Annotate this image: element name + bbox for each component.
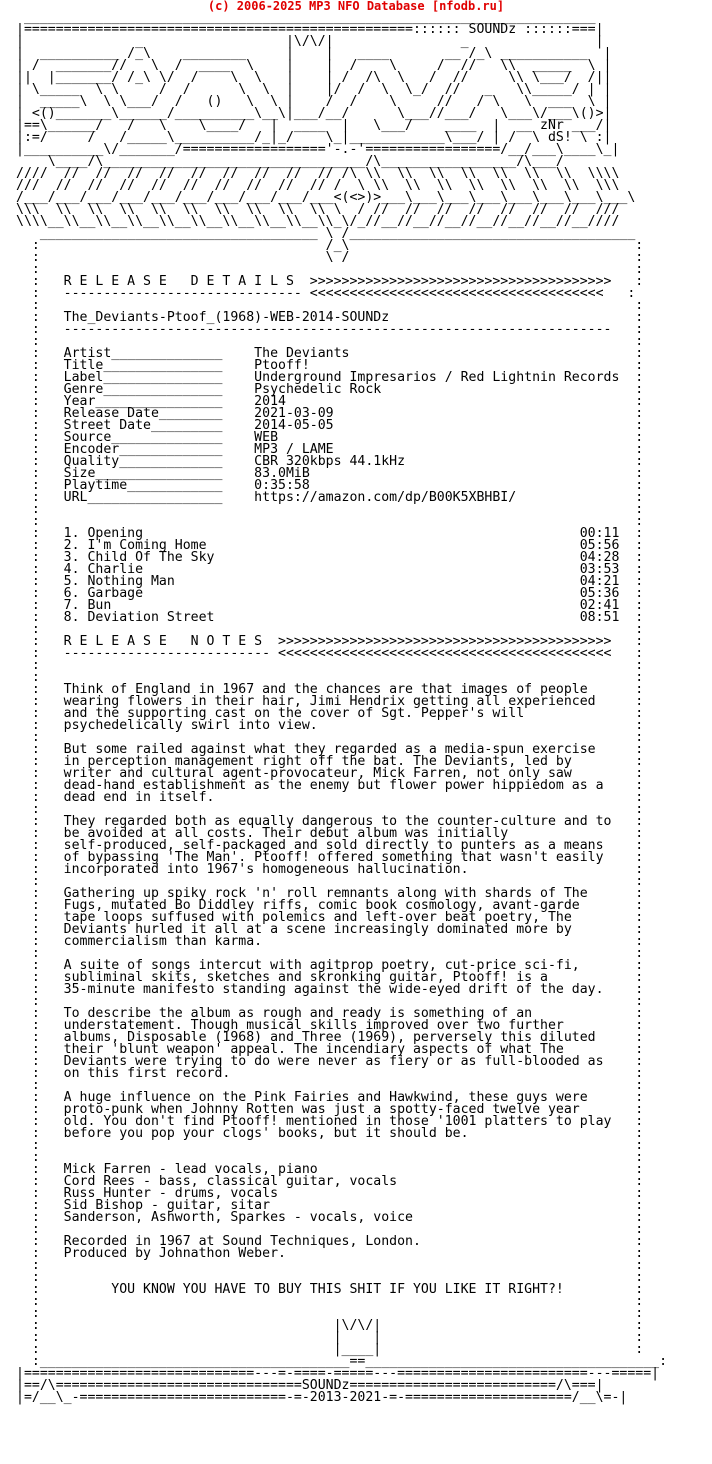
site-header: (c) 2006-2025 MP3 NFO Database [nfodb.ru] [207, 0, 505, 13]
nfo-document: ________________________________________________________________________ |=================================================:::::: SOUNDz ::::::===| | _ |\/\/| _ | | __________ /_\ ________ | | ____ __ /_\ ___________ | | / _______// \ / ____ \ | | / \ / // \\ _____ \ | || |_______/ /_\ \/ / \ \ | | / /\ \ / // \\ \___/ /|| | \_____ \ \ / / \ \ | |/ / \ \_/ // _ \\_____/ | | | _____\ \ \___/ / () \ \ | / / \ // / \ \ ___ \ | | <()_______\______/__________\__\|___/__/ \___//___/ \___\/___\()>| |==\______/ / \ \____/ | ____ | \___/ ____ | __ zNr ___/| |:=/ / /_____\__________/_|_/ \_|____________\___/ | / \ dS! \ :| |__________\/_______/=================='-.-'=================/__/___\____\_| \____/\_________________________________/\_________________/\___/ //// // // // // // // // // // /\ \\ \\ \\ \\ \\ \\ \\ \\\\ /// // // // // // // // // // / \ \\ \\ \\ \\ \\ \\ \\ \\\ /___/___/___/___/___/___/___/___/___/___<(<>)>___\___\___\___\___\___\___\___\ \\\ \\ \\ \\ \\ \\ \\ \\ \\ \\ \ / // // // // // // // /// \\\\__\\__\\__\\__\\__\\__\\__\\__\\__\\_\/_//__//__//__//__//__//__//__//// ___________________________________ \ /____________________________________ : /_\ : : \ / : : : : R E L E A S E D E T A I L S >>>>>>>>>>>>>>>>>>>>>>>>>>>>>>>>>>>>>> : : ------------------------------ <<<<<<<<<<<<<<<<<<<<<<<<<<<<<<<<<<<<< : : : : The_Deviants-Ptoof_(1968)-WEB-2014-SOUNDz : : --------------------------------------------------------------------- : : : : Artist______________ The Deviants : : Title_______________ Ptooff! : : Label_______________ Underground Impresarios / Red Lightnin Records : : Genre_______________ Psychedelic Rock : : Year________________ 2014 : : Release Date________ 2021-03-09 : : Street Date_________ 2014-05-05 : : Source______________ WEB : : Encoder_____________ MP3 / LAME : : Quality_____________ CBR 320kbps 44.1kHz : : Size________________ 83.0MiB : : Playtime____________ 0:35:58 : : URL_________________ https://amazon.com/dp/B00K5XBHBI/ : : : : : : 1. Opening 00:11 : : 2. I'm Coming Home 05:56 : : 3. Child Of The Sky 04:28 : : 4. Charlie 03:53 : : 5. Nothing Man 04:21 : : 6. Garbage 05:36 : : 7. Bun 02:41 : : 8. Deviation Street 08:51 : : : : R E L E A S E N O T E S >>>>>>>>>>>>>>>>>>>>>>>>>>>>>>>>>>>>>>>>>> : : -------------------------- <<<<<<<<<<<<<<<<<<<<<<<<<<<<<<<<<<<<<<<<<< : : : : : : Think of England in 1967 and the chances are that images of people : : wearing flowers in their hair, Jimi Hendrix getting all experienced : : and the supporting cast on the cover of Sgt. Pepper's will : : psychedelically swirl into view. : : : : But some railed against what they regarded as a media-spun exercise : : in perception management right off the bat. The Deviants, led by : : writer and cultural agent-provocateur, Mick Farren, not only saw : : dead-hand establishment as the enemy but flower power hippiedom as a : : dead end in itself. : : : : They regarded both as equally dangerous to the counter-culture and to : : be avoided at all costs. Their debut album was initially : : self-produced, self-packaged and sold directly to punters as a means : : of bypassing 'The Man'. Ptooff! offered something that wasn't easily : : incorporated into 1967's homogeneous hallucination. : : : : Gathering up spiky rock 'n' roll remnants along with shards of The : : Fugs, mutated Bo Diddley riffs, comic book cosmology, avant-garde : : tape loops suffused with polemics and left-over beat poetry, The : : Deviants hurled it all at a scene increasingly dominated more by : : commercialism than karma. : : : : A suite of songs intercut with agitprop poetry, cut-price sci-fi, : : subliminal skits, sketches and skronking guitar, Ptooff! is a : : 35-minute manifesto standing against the wide-eyed drift of the day. : : : : To describe the album as rough and ready is something of an : : understatement. Though musical skills improved over two further : : albums, Disposable (1968) and Three (1969), perversely this diluted : : their 'blunt weapon' appeal. The incendiary aspects of what The : : Deviants were trying to do were never as fiery or as full-blooded as : : on this first record. : : : : A huge influence on the Pink Fairies and Hawkwind, these guys were : : proto-punk when Johnny Rotten was just a spotty-faced twelve year : : old. You don't find Ptooff! mentioned in those '1001 platters to play : : before you pop your clogs' books, but it should be. : : : : : : Mick Farren - lead vocals, piano : : Cord Rees - bass, classical guitar, vocals : : Russ Hunter - drums, vocals : : Sid Bishop - guitar, sitar : : Sanderson, Ashworth, Sparkes - vocals, voice : : : : Recorded in 1967 at Sound Techniques, London. : : Produced by Johnathon Weber. : : : : : : YOU KNOW YOU HAVE TO BUY THIS SHIT IF YOU LIKE IT RIGHT?! : : : : : : |\/\/| : : | | : : |____| : :_______________________________________==_____________________________________: |=============================---=-====-=====---========================---=====| |==/\===============================SOUNDz==========================/\===| |=/__\_-==========================-=-2013-2021-=-=====================/__\=-| [16, 10, 668, 1405]
